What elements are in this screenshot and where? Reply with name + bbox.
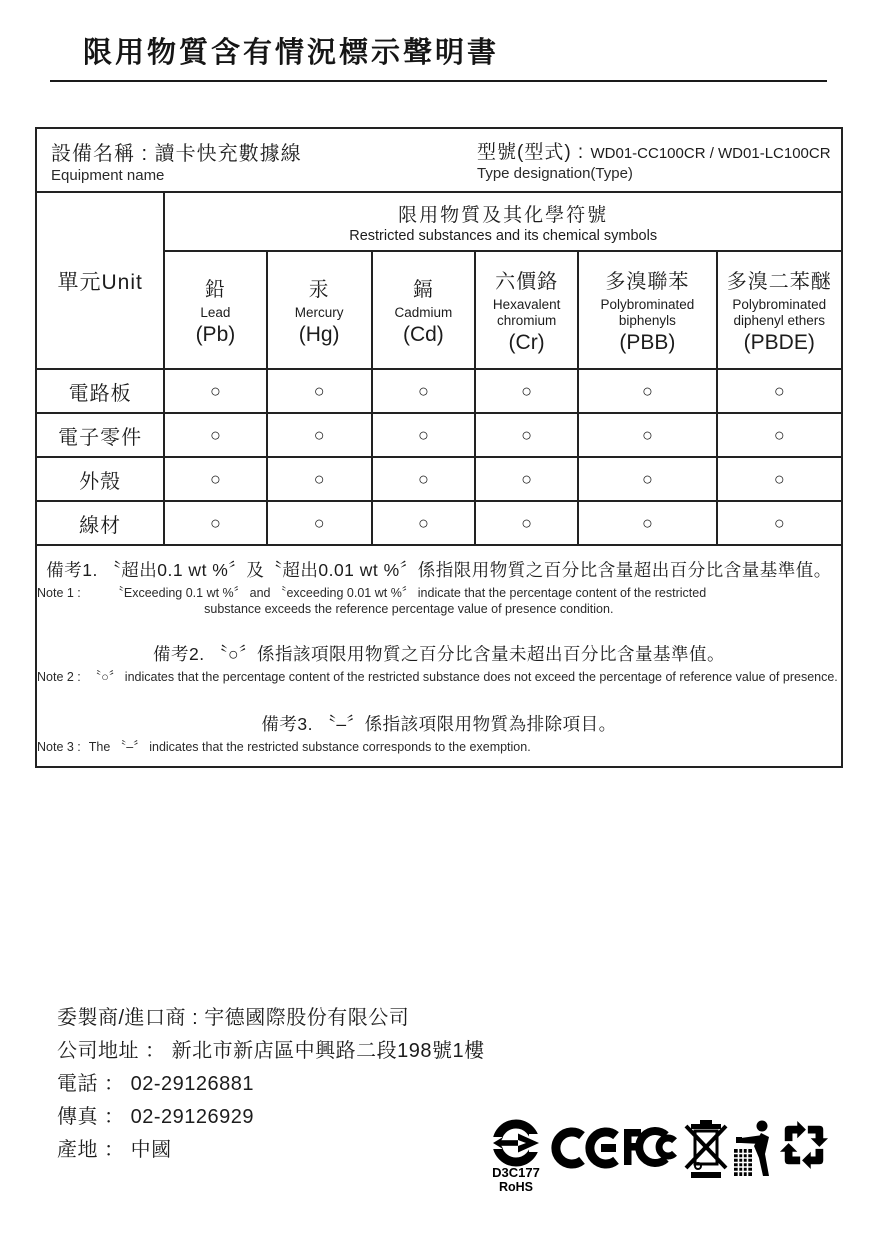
unit-electronic-parts: 電子零件	[36, 413, 164, 457]
bsmi-mark-icon	[492, 1119, 540, 1167]
cadmium-zh: 鎘	[412, 279, 434, 302]
note2-zh: 備考2. 〝○〞係指該項限用物質之百分比含量未超出百分比含量基準值。	[152, 644, 726, 664]
phone-line: 電話 ： 02-29126881	[57, 1073, 255, 1095]
mark-cell: ○	[717, 501, 842, 545]
column-header-lead	[164, 251, 266, 369]
fax-line: 傳真 ： 02-29126929	[57, 1106, 255, 1128]
equipment-label-zh: 設備名稱 : 讀卡快充數據線	[51, 143, 302, 165]
table-row-cable	[36, 501, 842, 545]
mark-cell: ○	[717, 457, 842, 501]
tidy-man-icon	[731, 1118, 773, 1180]
mercury-zh: 汞	[308, 279, 330, 302]
column-header-mercury	[267, 251, 372, 369]
pbde-en: Polybrominated diphenyl ethers	[732, 297, 827, 328]
mark-cell: ○	[578, 413, 716, 457]
table-row-electronic-parts	[36, 413, 842, 457]
rohs-declaration-table	[35, 127, 843, 768]
mark-cell: ○	[164, 369, 266, 413]
note1-en-text: 〝Exceeding 0.1 wt %〞 and 〝exceeding 0.01 wt %〞 indicate that the percentage content of the restricted substance exceeds the reference percentage value of presence condition.	[111, 585, 707, 616]
mercury-en: Mercury	[294, 305, 344, 321]
mark-cell: ○	[578, 457, 716, 501]
pbb-zh: 多溴聯苯	[605, 271, 690, 294]
mark-cell: ○	[717, 413, 842, 457]
mark-cell: ○	[267, 413, 372, 457]
pbde-zh: 多溴二苯醚	[726, 271, 832, 294]
equipment-name-block	[51, 137, 477, 184]
origin-line: 產地 ： 中國	[57, 1139, 172, 1161]
unit-cable: 線材	[36, 501, 164, 545]
note1-en	[37, 585, 841, 618]
pbb-en: Polybrominated biphenyls	[600, 297, 695, 328]
mark-cell: ○	[267, 501, 372, 545]
mark-cell: ○	[578, 369, 716, 413]
table-row-housing	[36, 457, 842, 501]
note3-en-text: The 〝–〞 indicates that the restricted substance corresponds to the exemption.	[88, 740, 531, 755]
table-row-circuit-board	[36, 369, 842, 413]
note3-zh: 備考3. 〝–〞係指該項限用物質為排除項目。	[261, 714, 617, 735]
mark-cell: ○	[475, 369, 578, 413]
table-row-substances-header	[36, 192, 842, 251]
lead-zh: 鉛	[204, 279, 226, 302]
type-value: WD01-CC100CR / WD01-LC100CR	[590, 145, 831, 162]
unit-circuit-board: 電路板	[36, 369, 164, 413]
mark-cell: ○	[372, 501, 475, 545]
weee-crossed-bin-icon	[684, 1118, 728, 1180]
column-header-hexavalent-chromium	[475, 251, 578, 369]
note3-en-label: Note 3 :	[37, 740, 81, 755]
mark-cell: ○	[164, 457, 266, 501]
manufacturer-info	[57, 1002, 485, 1167]
bsmi-rohs-label: RoHS	[498, 1180, 534, 1194]
table-row-notes	[36, 545, 842, 767]
unit-housing: 外殼	[36, 457, 164, 501]
note2-en	[37, 669, 841, 685]
substances-header-zh: 限用物質及其化學符號	[398, 204, 609, 226]
pbb-symbol: (PBB)	[619, 330, 676, 354]
unit-header-cell: 單元Unit	[36, 192, 164, 369]
mark-cell: ○	[372, 413, 475, 457]
cadmium-symbol: (Cd)	[402, 322, 444, 346]
equipment-cell	[36, 128, 842, 192]
title-underline	[50, 80, 827, 82]
equipment-label-en: Equipment name	[51, 167, 165, 184]
chromium-zh: 六價鉻	[495, 271, 559, 294]
type-label-en: Type designation(Type)	[477, 165, 633, 182]
column-header-pbb	[578, 251, 716, 369]
mark-cell: ○	[267, 369, 372, 413]
address-line: 公司地址 ： 新北市新店區中興路二段198號1樓	[57, 1040, 485, 1062]
mark-cell: ○	[164, 501, 266, 545]
mark-cell: ○	[267, 457, 372, 501]
column-header-cadmium	[372, 251, 475, 369]
ce-mark-icon	[549, 1127, 621, 1169]
manufacturer-line: 委製商/進口商 : 宇德國際股份有限公司	[57, 1007, 410, 1029]
note1-en-label: Note 1 :	[37, 585, 81, 600]
bsmi-code-text	[484, 1166, 548, 1194]
lead-symbol: (Pb)	[195, 322, 236, 346]
page-title: 限用物質含有情況標示聲明書	[83, 37, 500, 69]
note2-en-label: Note 2 :	[37, 670, 81, 684]
table-row-equipment	[36, 128, 842, 192]
notes-cell	[36, 545, 842, 767]
type-designation-block	[477, 137, 831, 182]
mark-cell: ○	[578, 501, 716, 545]
mark-cell: ○	[372, 369, 475, 413]
mercury-symbol: (Hg)	[298, 322, 340, 346]
chromium-en: Hexavalent chromium	[492, 297, 561, 328]
fcc-mark-icon	[621, 1125, 679, 1169]
mark-cell: ○	[717, 369, 842, 413]
mark-cell: ○	[475, 413, 578, 457]
substances-header-en: Restricted substances and its chemical symbols	[349, 227, 658, 244]
note2-en-text: 〝○〞 indicates that the percentage content of the restricted substance does not exceed the percentage of reference value of presence.	[88, 670, 838, 684]
type-label-zh: 型號(型式) :	[477, 142, 591, 163]
note1-zh: 備考1. 〝超出0.1 wt %〞及〝超出0.01 wt %〞係指限用物質之百分比含量超出百分比含量基準值。	[46, 559, 832, 580]
mark-cell: ○	[372, 457, 475, 501]
mark-cell: ○	[164, 413, 266, 457]
column-header-pbde	[717, 251, 842, 369]
note3-en	[37, 739, 841, 755]
lead-en: Lead	[200, 305, 231, 321]
substances-header-cell	[164, 192, 842, 251]
cadmium-en: Cadmium	[394, 305, 453, 321]
mark-cell: ○	[475, 457, 578, 501]
pbde-symbol: (PBDE)	[743, 330, 815, 354]
bsmi-code: D3C177	[492, 1165, 540, 1180]
mark-cell: ○	[475, 501, 578, 545]
chromium-symbol: (Cr)	[508, 330, 545, 354]
taiwan-recycling-icon	[779, 1120, 829, 1170]
